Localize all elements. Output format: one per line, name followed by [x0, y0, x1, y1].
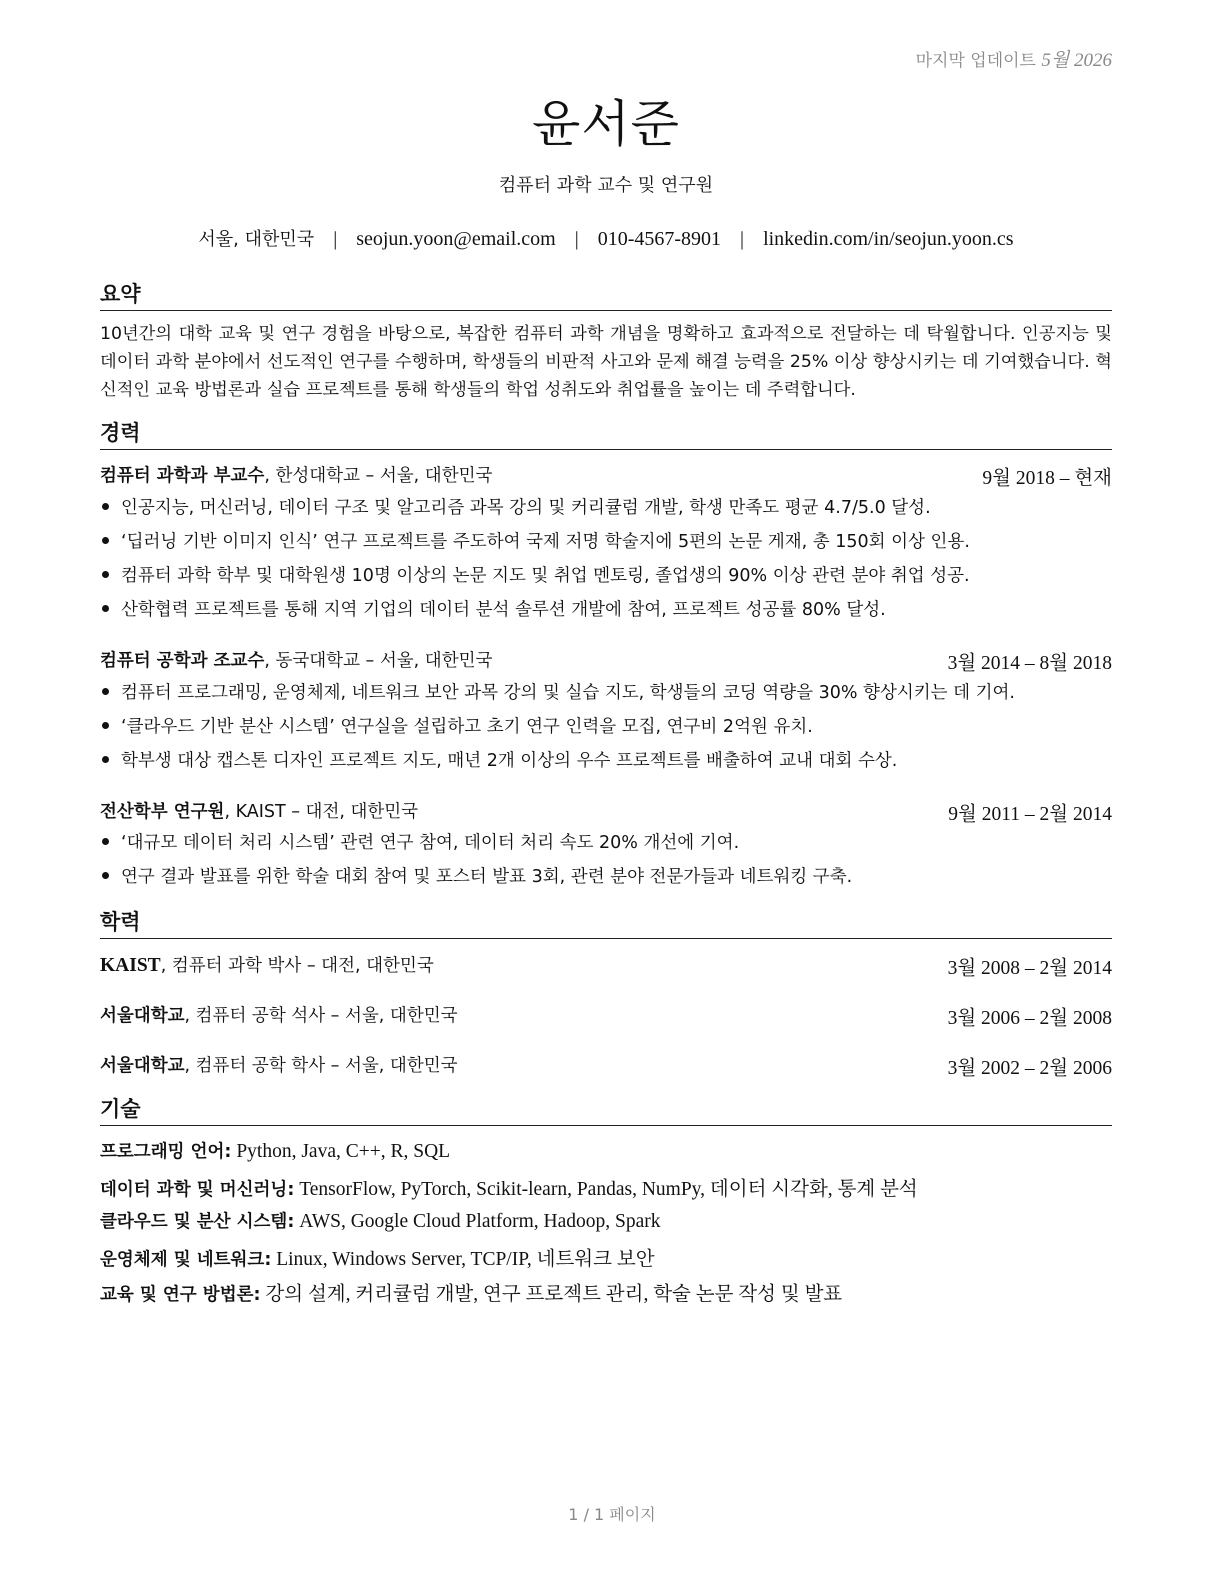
skill-line: [100, 1138, 1112, 1173]
school-name: 서울대학교: [100, 1056, 185, 1076]
bullet-dot-icon: [102, 571, 109, 578]
job-header: [100, 798, 1112, 824]
degree-detail: , 컴퓨터 공학 학사 – 서울, 대한민국: [184, 1056, 458, 1076]
person-name: 윤서준: [532, 95, 680, 153]
skill-value: Linux, Windows Server, TCP/IP, 네트워크 보안: [271, 1249, 655, 1270]
skill-label: 프로그래밍 언어:: [100, 1142, 232, 1162]
summary-heading: 요약: [100, 278, 1112, 311]
experience-heading: 경력: [100, 417, 1112, 450]
bullet-item: 산학협력 프로젝트를 통해 지역 기업의 데이터 분석 솔루션 개발에 참여, 프로젝트 성공률 80% 달성.: [100, 596, 1112, 630]
skill-value: 강의 설계, 커리큘럼 개발, 연구 프로젝트 관리, 학술 논문 작성 및 발표: [260, 1284, 843, 1305]
last-updated-date: 5월 2026: [1041, 50, 1112, 71]
summary-text: 10년간의 대학 교육 및 연구 경험을 바탕으로, 복잡한 컴퓨터 과학 개념을 명확하고 효과적으로 전달하는 데 탁월합니다. 인공지능 및 데이터 과학 분야에서 선도적인 연구를 수행하며, 학생들의 비판적 사고와 문제 해결 능력을 25% 이상 향상시키는 데 기여했습니다. 혁신적인 교육 방법론과 실습 프로젝트를 통해 학생들의 학업 성취도와 취업률을 높이는 데 주력합니다.: [100, 324, 1112, 400]
contact-separator: |: [574, 228, 579, 250]
bullet-dot-icon: [102, 503, 109, 510]
job-organization: , 한성대학교 – 서울, 대한민국: [264, 466, 493, 486]
job-header: [100, 647, 1112, 673]
person-role: 컴퓨터 과학 교수 및 연구원: [498, 175, 714, 196]
bullet-item: ‘대규모 데이터 처리 시스템’ 관련 연구 참여, 데이터 처리 속도 20% 개선에 기여.: [100, 829, 1112, 863]
skill-label: 데이터 과학 및 머신러닝:: [100, 1180, 295, 1200]
skills-heading: 기술: [100, 1093, 1112, 1126]
skill-label: 운영체제 및 네트워크:: [100, 1250, 272, 1270]
education-heading: 학력: [100, 906, 1112, 939]
school-name: 서울대학교: [100, 1006, 185, 1026]
contact-phone: 010-4567-8901: [597, 228, 722, 250]
education-dates: 3월 2002 – 2월 2006: [947, 1058, 1112, 1079]
contact-separator: |: [333, 228, 338, 250]
job-bullets: [100, 494, 1112, 630]
skills-list: [100, 1138, 1112, 1313]
bullet-dot-icon: [102, 537, 109, 544]
bullet-dot-icon: [102, 756, 109, 763]
skill-line: [100, 1173, 1112, 1208]
bullet-dot-icon: [102, 722, 109, 729]
bullet-item: 학부생 대상 캡스톤 디자인 프로젝트 지도, 매년 2개 이상의 우수 프로젝트를 배출하여 교내 대회 수상.: [100, 747, 1112, 781]
skill-line: [100, 1243, 1112, 1278]
bullet-dot-icon: [102, 838, 109, 845]
job-organization: , 동국대학교 – 서울, 대한민국: [264, 651, 493, 671]
job-organization: , KAIST – 대전, 대한민국: [224, 802, 419, 822]
degree-detail: , 컴퓨터 과학 박사 – 대전, 대한민국: [160, 956, 434, 976]
contact-separator: |: [740, 228, 745, 250]
education-dates: 3월 2008 – 2월 2014: [947, 958, 1112, 979]
education-dates: 3월 2006 – 2월 2008: [947, 1008, 1112, 1029]
contact-email[interactable]: seojun.yoon@email.com: [356, 228, 556, 250]
skill-value: TensorFlow, PyTorch, Scikit-learn, Pandas, NumPy, 데이터 시각화, 통계 분석: [294, 1179, 918, 1200]
education-entry: [100, 952, 1112, 978]
bullet-item: 인공지능, 머신러닝, 데이터 구조 및 알고리즘 과목 강의 및 커리큘럼 개발, 학생 만족도 평균 4.7/5.0 달성.: [100, 494, 1112, 528]
job-dates: 9월 2011 – 2월 2014: [948, 804, 1112, 825]
skill-line: [100, 1208, 1112, 1243]
bullet-item: 컴퓨터 과학 학부 및 대학원생 10명 이상의 논문 지도 및 취업 멘토링, 졸업생의 90% 이상 관련 분야 취업 성공.: [100, 562, 1112, 596]
job-header: [100, 462, 1112, 488]
degree-detail: , 컴퓨터 공학 석사 – 서울, 대한민국: [184, 1006, 458, 1026]
last-updated-label: 마지막 업데이트: [915, 51, 1036, 71]
bullet-item: 컴퓨터 프로그래밍, 운영체제, 네트워크 보안 과목 강의 및 실습 지도, 학생들의 코딩 역량을 30% 향상시키는 데 기여.: [100, 679, 1112, 713]
skill-label: 클라우드 및 분산 시스템:: [100, 1212, 295, 1232]
job-dates: 3월 2014 – 8월 2018: [947, 653, 1112, 674]
job-bullets: [100, 679, 1112, 781]
last-updated: [916, 45, 1112, 72]
contact-line: [100, 225, 1112, 251]
skill-value: AWS, Google Cloud Platform, Hadoop, Spark: [294, 1211, 661, 1232]
job-bullets: [100, 829, 1112, 897]
job-title: 전산학부 연구원: [100, 802, 225, 822]
bullet-dot-icon: [102, 688, 109, 695]
contact-linkedin[interactable]: linkedin.com/in/seojun.yoon.cs: [763, 228, 1014, 250]
school-name: KAIST: [100, 955, 161, 976]
job-dates: 9월 2018 – 현재: [982, 468, 1112, 489]
skill-label: 교육 및 연구 방법론:: [100, 1285, 261, 1305]
job-title: 컴퓨터 과학과 부교수: [100, 466, 265, 486]
bullet-dot-icon: [102, 872, 109, 879]
bullet-item: ‘딥러닝 기반 이미지 인식’ 연구 프로젝트를 주도하여 국제 저명 학술지에 5편의 논문 게재, 총 150회 이상 인용.: [100, 528, 1112, 562]
bullet-dot-icon: [102, 605, 109, 612]
bullet-item: ‘클라우드 기반 분산 시스템’ 연구실을 설립하고 초기 연구 인력을 모집, 연구비 2억원 유치.: [100, 713, 1112, 747]
skill-value: Python, Java, C++, R, SQL: [231, 1141, 451, 1162]
education-entry: [100, 1052, 1112, 1078]
bullet-item: 연구 결과 발표를 위한 학술 대회 참여 및 포스터 발표 3회, 관련 분야 전문가들과 네트워킹 구축.: [100, 863, 1112, 897]
job-title: 컴퓨터 공학과 조교수: [100, 651, 265, 671]
page-indicator: 1 / 1 페이지: [568, 1505, 656, 1524]
contact-location: 서울, 대한민국: [198, 229, 315, 250]
skill-line: [100, 1278, 1112, 1313]
education-entry: [100, 1002, 1112, 1028]
